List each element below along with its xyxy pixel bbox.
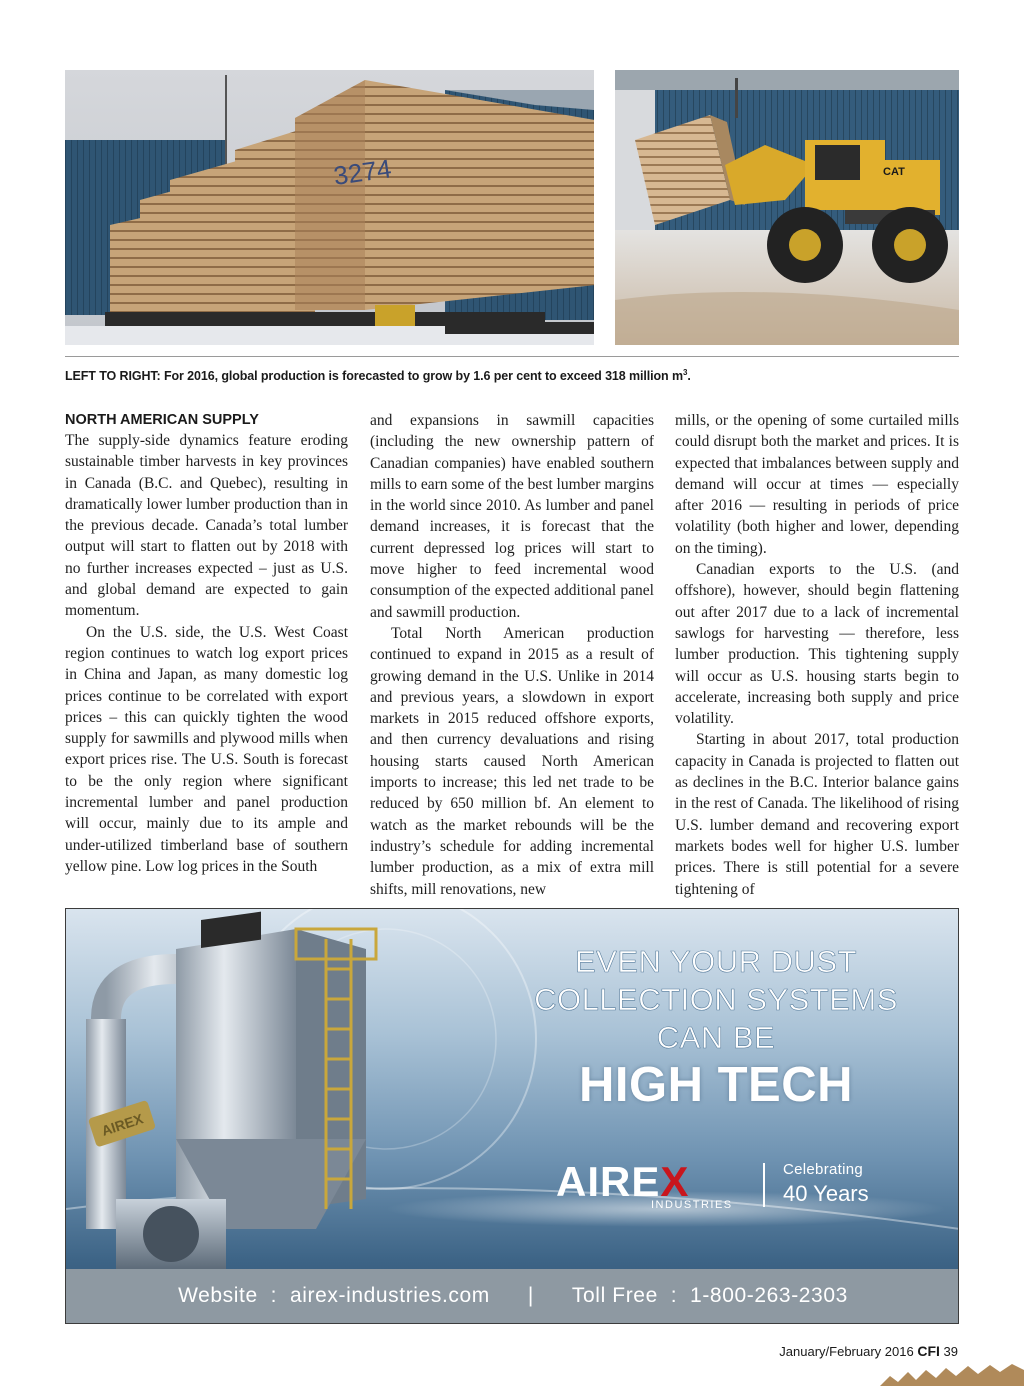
page-footer	[779, 1343, 958, 1359]
photo-wheel-loader	[615, 70, 959, 345]
website-label: Website	[178, 1284, 258, 1307]
article-column-2	[370, 410, 654, 900]
website-colon: :	[270, 1284, 278, 1307]
magazine-brand: CFI	[917, 1343, 940, 1359]
photo-caption	[65, 368, 959, 383]
ad-headline-line-1: EVEN YOUR DUST	[574, 944, 858, 979]
article-column-3	[675, 410, 959, 900]
wheel-loader-image	[615, 70, 959, 345]
tollfree-colon: :	[670, 1284, 678, 1307]
page-number: 39	[943, 1344, 958, 1359]
saw-blade-corner-icon	[880, 1362, 1024, 1386]
paragraph: Total North American production continued to expand in 2015 as a result of growing demand in the U.S. Unlike in 2014 and previous years, a slowdown in export markets in 2015 reduced offshore exports, and then currency devaluations and rising housing starts caused North American imports to increase; this led net trade to be reduced by 650 million bf. An element to watch as the market rebounds will be the industry’s schedule for adding incremental lumber production, as a mix of extra mill shifts, mill renovations, new	[370, 624, 654, 898]
caption-rule	[65, 356, 959, 357]
logo-text: AIRE	[556, 1158, 661, 1205]
phone-number[interactable]: 1-800-263-2303	[690, 1284, 848, 1307]
contact-separator: |	[527, 1284, 534, 1307]
paragraph: Canadian exports to the U.S. (and offshore), however, should begin flattening out after 2017 due to a lack of incremental sawlogs for harvesting — therefore, less lumber production. This tightening supply will occur as U.S. housing starts begin to accelerate, increasing both supply and price volatility.	[675, 561, 959, 728]
ad-headline	[506, 943, 926, 1057]
lumber-stacks-image	[65, 70, 594, 345]
ad-headline-big: HIGH TECH	[579, 1058, 853, 1112]
airex-logo	[556, 1159, 896, 1215]
ad-headline-line-2: COLLECTION SYSTEMS	[534, 982, 898, 1017]
caption-end: .	[687, 369, 691, 384]
logo-divider	[763, 1163, 765, 1207]
article-column-1	[65, 410, 348, 900]
loader-badge: CAT	[883, 166, 905, 178]
lumber-marking: 3274	[331, 153, 394, 191]
paragraph: On the U.S. side, the U.S. West Coast region continues to watch log export prices in China and Japan, as many domestic log prices continue to be correlated with export prices – this can quickly tighten the wood supply for sawmills and plywood mills when export prices rise. The U.S. South is forecast to be the only region where significant incremental lumber and panel production will occur, mainly due to its ample and under-utilized timberland base of southern yellow pine. Low log prices in the South	[65, 623, 348, 875]
logo-x: X	[660, 1158, 690, 1205]
logo-subtitle: INDUSTRIES	[651, 1199, 733, 1211]
paragraph: mills, or the opening of some curtailed mills could disrupt both the market and prices. It is expected that imbalances between supply and demand will occur at times — especially after 2016 — resulting in periods of price volatility (both higher and lower, depending on the timing).	[675, 412, 959, 557]
tollfree-label: Toll Free	[571, 1284, 658, 1307]
caption-text: LEFT TO RIGHT: For 2016, global production is forecasted to grow by 1.6 per cent to exceed 318 million m	[65, 369, 683, 384]
paragraph: The supply-side dynamics feature eroding sustainable timber harvests in key provinces in Canada (B.C. and Quebec), resulting in dramatically lower lumber production than in the previous decade. Canada’s total lumber output will start to flatten out by 2018 with no further increases expected – just as U.S. and global demand are expected to gain momentum.	[65, 432, 348, 620]
ad-headline-line-3: CAN BE	[656, 1020, 776, 1055]
issue-date: January/February 2016	[779, 1344, 914, 1359]
celebrating-text: Celebrating	[783, 1161, 864, 1178]
ad-contact-bar	[66, 1269, 959, 1323]
section-heading: NORTH AMERICAN SUPPLY	[65, 412, 259, 428]
caption-superscript: 3	[682, 368, 688, 377]
website-link[interactable]: airex-industries.com	[289, 1284, 490, 1307]
paragraph: Starting in about 2017, total production capacity in Canada is projected to flatten out as declines in the B.C. Interior balance gains in the rest of Canada. The likelihood of rising U.S. lumber demand and recovering export markets bodes well for higher U.S. lumber prices. There is still potential for a severe tightening of	[675, 731, 959, 898]
machine-plate-label: AIREX	[99, 1110, 146, 1139]
airex-advertisement	[65, 908, 959, 1324]
photo-lumber-stacks	[65, 70, 594, 345]
paragraph: and expansions in sawmill capacities (including the new ownership pattern of Canadian companies) have enabled southern mills to earn some of the best lumber margins in the world since 2010. As lumber and panel demand increases, it is forecast that the current depressed log prices will start to move higher to feed incremental wood consumption of the expected additional panel and sawmill production.	[370, 412, 654, 621]
years-text: 40 Years	[783, 1181, 869, 1206]
